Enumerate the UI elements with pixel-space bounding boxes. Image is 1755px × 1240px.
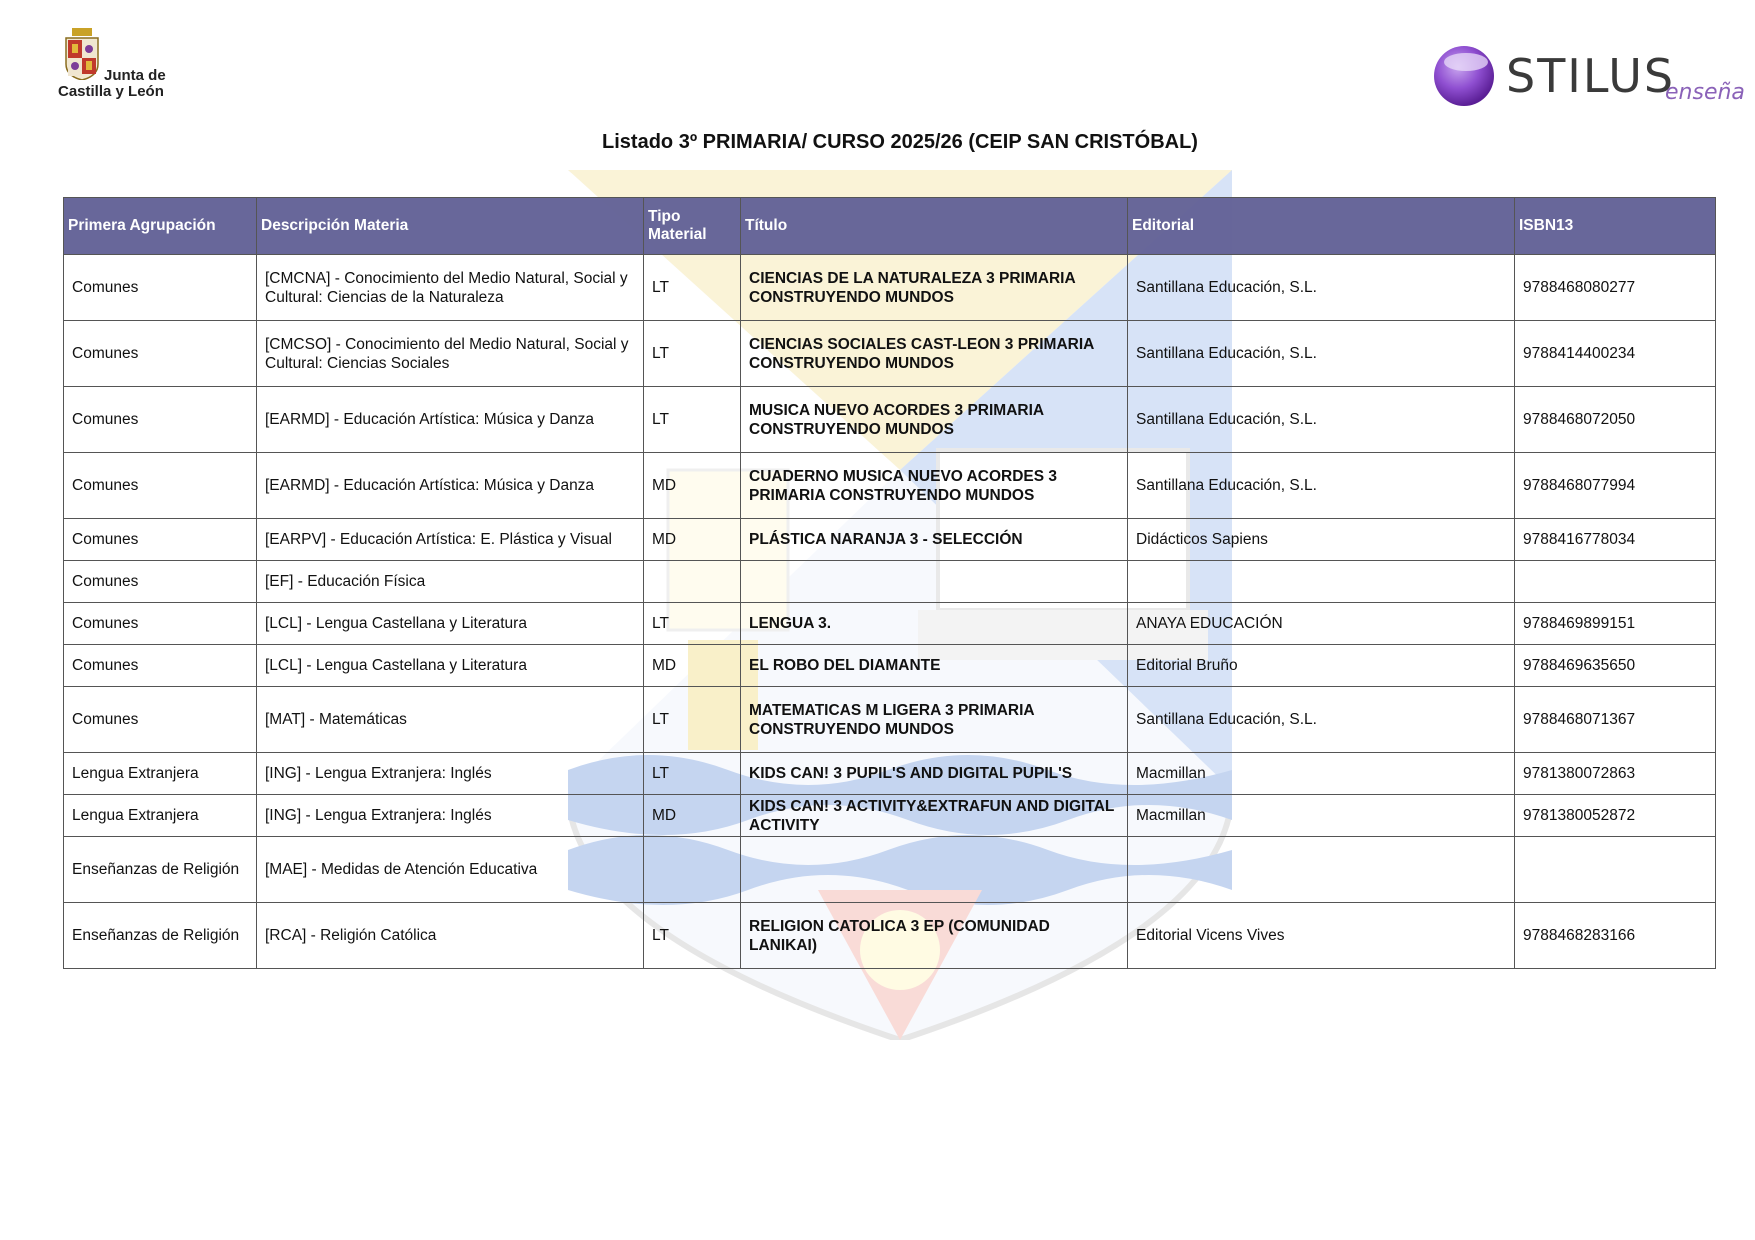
cell-isbn: 9781380052872 (1515, 795, 1716, 837)
cell-tipo: LT (644, 255, 741, 321)
cell-materia: [CMCSO] - Conocimiento del Medio Natural, Social y Cultural: Ciencias Sociales (257, 321, 644, 387)
cell-materia: [MAT] - Matemáticas (257, 687, 644, 753)
cell-editorial (1128, 561, 1515, 603)
cell-tipo: MD (644, 645, 741, 687)
cell-tipo: MD (644, 453, 741, 519)
cell-agrupacion: Comunes (64, 321, 257, 387)
logo-text-line2: Castilla y León (58, 83, 164, 100)
cell-isbn: 9788469899151 (1515, 603, 1716, 645)
column-header-materia: Descripción Materia (257, 198, 644, 255)
cell-materia: [EF] - Educación Física (257, 561, 644, 603)
column-header-editorial: Editorial (1128, 198, 1515, 255)
cell-titulo: CIENCIAS DE LA NATURALEZA 3 PRIMARIA CONSTRUYENDO MUNDOS (741, 255, 1128, 321)
column-header-agrupacion: Primera Agrupación (64, 198, 257, 255)
cell-agrupacion: Comunes (64, 387, 257, 453)
cell-editorial: ANAYA EDUCACIÓN (1128, 603, 1515, 645)
cell-titulo: LENGUA 3. (741, 603, 1128, 645)
column-header-titulo: Título (741, 198, 1128, 255)
cell-editorial (1128, 837, 1515, 903)
cell-isbn (1515, 561, 1716, 603)
cell-editorial: Santillana Educación, S.L. (1128, 321, 1515, 387)
table-row (64, 255, 1716, 321)
junta-castilla-leon-logo (58, 26, 188, 108)
table-header-row (64, 198, 1716, 255)
cell-materia: [LCL] - Lengua Castellana y Literatura (257, 645, 644, 687)
cell-isbn: 9788468080277 (1515, 255, 1716, 321)
cell-titulo: KIDS CAN! 3 ACTIVITY&EXTRAFUN AND DIGITAL ACTIVITY (741, 795, 1128, 837)
page-title: Listado 3º PRIMARIA/ CURSO 2025/26 (CEIP SAN CRISTÓBAL) (602, 131, 1198, 153)
cell-titulo: RELIGION CATOLICA 3 EP (COMUNIDAD LANIKAI) (741, 903, 1128, 969)
stilus-wordmark: STILUS (1506, 49, 1676, 103)
cell-materia: [ING] - Lengua Extranjera: Inglés (257, 795, 644, 837)
cell-tipo: MD (644, 519, 741, 561)
cell-editorial: Editorial Vicens Vives (1128, 903, 1515, 969)
cell-agrupacion: Comunes (64, 255, 257, 321)
cell-titulo: CUADERNO MUSICA NUEVO ACORDES 3 PRIMARIA CONSTRUYENDO MUNDOS (741, 453, 1128, 519)
cell-editorial: Santillana Educación, S.L. (1128, 255, 1515, 321)
cell-agrupacion: Enseñanzas de Religión (64, 837, 257, 903)
cell-titulo: CIENCIAS SOCIALES CAST-LEON 3 PRIMARIA CONSTRUYENDO MUNDOS (741, 321, 1128, 387)
cell-tipo (644, 837, 741, 903)
cell-titulo: EL ROBO DEL DIAMANTE (741, 645, 1128, 687)
stilus-tagline: enseña (1665, 80, 1745, 105)
cell-isbn: 9781380072863 (1515, 753, 1716, 795)
cell-isbn (1515, 837, 1716, 903)
cell-materia: [RCA] - Religión Católica (257, 903, 644, 969)
column-header-isbn: ISBN13 (1515, 198, 1716, 255)
cell-titulo: PLÁSTICA NARANJA 3 - SELECCIÓN (741, 519, 1128, 561)
cell-isbn: 9788416778034 (1515, 519, 1716, 561)
cell-isbn: 9788468071367 (1515, 687, 1716, 753)
cell-materia: [ING] - Lengua Extranjera: Inglés (257, 753, 644, 795)
cell-editorial: Santillana Educación, S.L. (1128, 687, 1515, 753)
cell-tipo: LT (644, 903, 741, 969)
cell-agrupacion: Comunes (64, 687, 257, 753)
stilus-logo (1430, 40, 1750, 110)
cell-agrupacion: Comunes (64, 519, 257, 561)
cell-titulo: MUSICA NUEVO ACORDES 3 PRIMARIA CONSTRUYENDO MUNDOS (741, 387, 1128, 453)
cell-materia: [EARMD] - Educación Artística: Música y Danza (257, 387, 644, 453)
table-row (64, 795, 1716, 837)
cell-tipo: LT (644, 687, 741, 753)
cell-agrupacion: Comunes (64, 645, 257, 687)
cell-isbn: 9788414400234 (1515, 321, 1716, 387)
book-list-table (63, 197, 1716, 969)
logo-text-line1: Junta de (104, 67, 166, 84)
table-row (64, 837, 1716, 903)
cell-tipo: LT (644, 753, 741, 795)
table-row (64, 645, 1716, 687)
cell-materia: [LCL] - Lengua Castellana y Literatura (257, 603, 644, 645)
cell-isbn: 9788468283166 (1515, 903, 1716, 969)
cell-tipo: LT (644, 603, 741, 645)
cell-materia: [MAE] - Medidas de Atención Educativa (257, 837, 644, 903)
cell-titulo (741, 561, 1128, 603)
cell-editorial: Editorial Bruño (1128, 645, 1515, 687)
cell-agrupacion: Comunes (64, 603, 257, 645)
cell-editorial: Didácticos Sapiens (1128, 519, 1515, 561)
cell-editorial: Santillana Educación, S.L. (1128, 387, 1515, 453)
stilus-sphere-icon (1430, 40, 1500, 110)
table-row (64, 453, 1716, 519)
cell-agrupacion: Comunes (64, 453, 257, 519)
cell-tipo (644, 561, 741, 603)
cell-isbn: 9788469635650 (1515, 645, 1716, 687)
cell-agrupacion: Enseñanzas de Religión (64, 903, 257, 969)
table-row (64, 387, 1716, 453)
table-row (64, 519, 1716, 561)
cell-titulo (741, 837, 1128, 903)
table-row (64, 687, 1716, 753)
cell-materia: [EARPV] - Educación Artística: E. Plástica y Visual (257, 519, 644, 561)
cell-agrupacion: Comunes (64, 561, 257, 603)
cell-tipo: LT (644, 321, 741, 387)
table-row (64, 561, 1716, 603)
cell-materia: [EARMD] - Educación Artística: Música y Danza (257, 453, 644, 519)
cell-tipo: MD (644, 795, 741, 837)
cell-agrupacion: Lengua Extranjera (64, 753, 257, 795)
cell-editorial: Santillana Educación, S.L. (1128, 453, 1515, 519)
cell-titulo: KIDS CAN! 3 PUPIL'S AND DIGITAL PUPIL'S (741, 753, 1128, 795)
cell-agrupacion: Lengua Extranjera (64, 795, 257, 837)
table-row (64, 321, 1716, 387)
table-row (64, 753, 1716, 795)
cell-editorial: Macmillan (1128, 753, 1515, 795)
table-row (64, 903, 1716, 969)
column-header-tipo: Tipo Material (644, 198, 741, 255)
cell-isbn: 9788468077994 (1515, 453, 1716, 519)
cell-materia: [CMCNA] - Conocimiento del Medio Natural, Social y Cultural: Ciencias de la Naturaleza (257, 255, 644, 321)
table-row (64, 603, 1716, 645)
cell-titulo: MATEMATICAS M LIGERA 3 PRIMARIA CONSTRUYENDO MUNDOS (741, 687, 1128, 753)
cell-editorial: Macmillan (1128, 795, 1515, 837)
cell-tipo: LT (644, 387, 741, 453)
cell-isbn: 9788468072050 (1515, 387, 1716, 453)
